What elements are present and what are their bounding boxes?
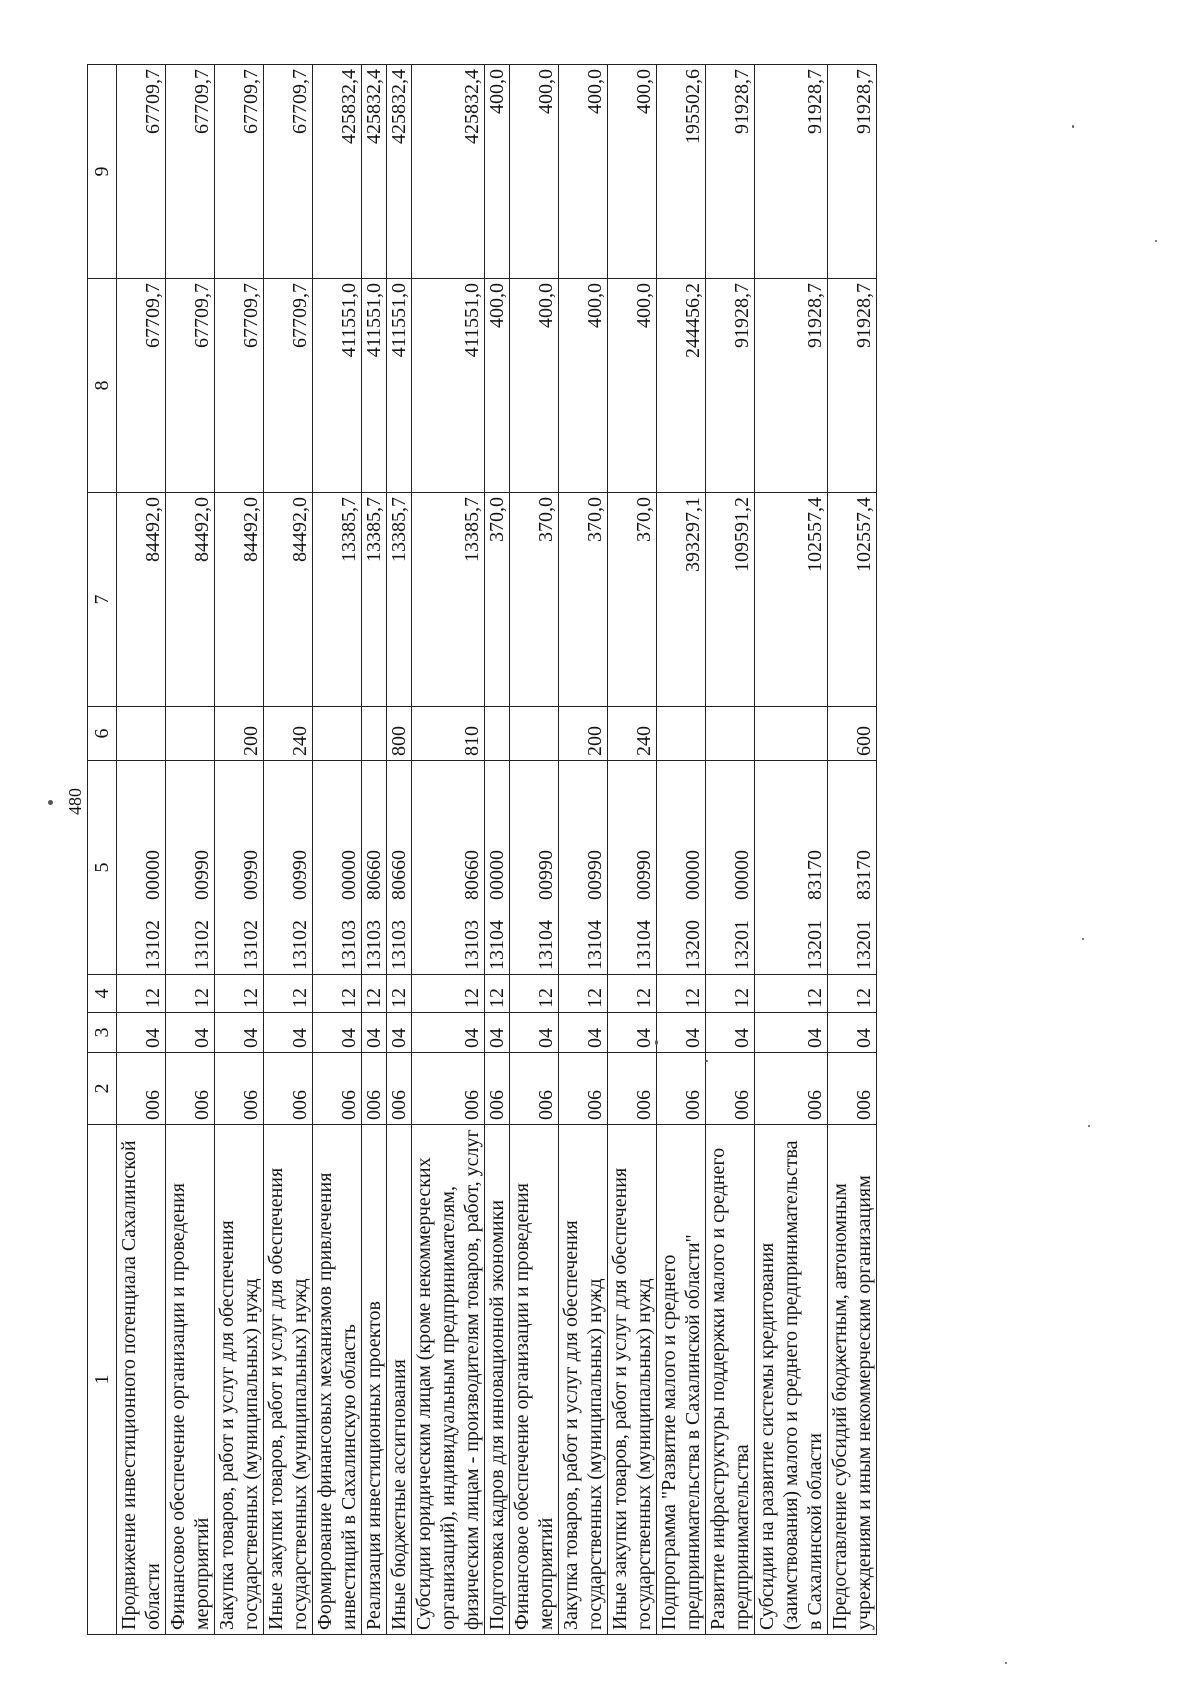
cell-value-8: 411551,0 xyxy=(412,279,485,493)
cell-value-8: 91928,7 xyxy=(755,279,828,493)
row-name: Иные закупки товаров, работ и услуг для обеспечения государственных (муниципальных) нужд xyxy=(608,1125,657,1635)
scan-speck xyxy=(1072,125,1074,128)
cell-value-9: 67709,7 xyxy=(117,65,166,279)
cell-value-7: 84492,0 xyxy=(264,493,313,707)
cell-grbs: 006 xyxy=(608,1053,657,1125)
cell-program-code: 13102 xyxy=(191,920,213,970)
cell-value-8: 67709,7 xyxy=(264,279,313,493)
cell-expense-type xyxy=(755,707,828,761)
cell-value-8: 411551,0 xyxy=(362,279,387,493)
cell-value-7: 370,0 xyxy=(608,493,657,707)
cell-value-9: 425832,4 xyxy=(412,65,485,279)
cell-target-article xyxy=(387,761,412,975)
cell-direction-code: 00990 xyxy=(633,850,655,900)
cell-value-9: 67709,7 xyxy=(215,65,264,279)
cell-grbs: 006 xyxy=(215,1053,264,1125)
cell-grbs: 006 xyxy=(166,1053,215,1125)
cell-direction-code: 80660 xyxy=(461,850,483,900)
cell-direction-code: 00990 xyxy=(535,850,557,900)
cell-program-code: 13102 xyxy=(142,920,164,970)
cell-value-9: 91928,7 xyxy=(755,65,828,279)
cell-value-8: 91928,7 xyxy=(706,279,755,493)
cell-value-9: 91928,7 xyxy=(706,65,755,279)
cell-value-7: 84492,0 xyxy=(117,493,166,707)
table-row xyxy=(657,65,706,1635)
cell-section: 04 xyxy=(510,1013,559,1053)
cell-value-8: 91928,7 xyxy=(828,279,877,493)
cell-value-7: 84492,0 xyxy=(215,493,264,707)
cell-direction-code: 00990 xyxy=(191,850,213,900)
budget-table xyxy=(87,64,877,1635)
cell-grbs: 006 xyxy=(510,1053,559,1125)
cell-target-article xyxy=(412,761,485,975)
cell-value-8: 67709,7 xyxy=(166,279,215,493)
cell-program-code: 13103 xyxy=(338,920,360,970)
scan-speck xyxy=(1155,240,1157,242)
cell-section: 04 xyxy=(706,1013,755,1053)
cell-grbs: 006 xyxy=(828,1053,877,1125)
row-name: Закупка товаров, работ и услуг для обеспечения государственных (муниципальных) нужд xyxy=(559,1125,608,1635)
cell-target-article xyxy=(559,761,608,975)
document-sheet xyxy=(87,65,877,1635)
cell-program-code: 13201 xyxy=(853,920,875,970)
cell-grbs: 006 xyxy=(657,1053,706,1125)
cell-program-code: 13103 xyxy=(388,920,410,970)
cell-expense-type: 810 xyxy=(412,707,485,761)
cell-value-8: 244456,2 xyxy=(657,279,706,493)
cell-direction-code: 00990 xyxy=(584,850,606,900)
cell-section: 04 xyxy=(657,1013,706,1053)
cell-section: 04 xyxy=(485,1013,510,1053)
column-header: 7 xyxy=(88,493,117,707)
cell-direction-code: 00990 xyxy=(240,850,262,900)
cell-section: 04 xyxy=(412,1013,485,1053)
table-row xyxy=(215,65,264,1635)
cell-subsection: 12 xyxy=(387,975,412,1013)
cell-direction-code: 80660 xyxy=(388,850,410,900)
cell-value-8: 411551,0 xyxy=(387,279,412,493)
cell-target-article xyxy=(166,761,215,975)
cell-section: 04 xyxy=(828,1013,877,1053)
scan-speck xyxy=(655,1040,658,1045)
cell-value-7: 84492,0 xyxy=(166,493,215,707)
cell-subsection: 12 xyxy=(215,975,264,1013)
cell-target-article xyxy=(313,761,362,975)
cell-grbs: 006 xyxy=(362,1053,387,1125)
table-row xyxy=(412,65,485,1635)
cell-subsection: 12 xyxy=(657,975,706,1013)
row-name: Формирование финансовых механизмов привлечения инвестиций в Сахалинскую область xyxy=(313,1125,362,1635)
cell-subsection: 12 xyxy=(706,975,755,1013)
cell-section: 04 xyxy=(264,1013,313,1053)
cell-section: 04 xyxy=(559,1013,608,1053)
column-header: 2 xyxy=(88,1053,117,1125)
cell-value-9: 400,0 xyxy=(559,65,608,279)
scan-speck xyxy=(705,1060,708,1062)
cell-section: 04 xyxy=(215,1013,264,1053)
cell-section: 04 xyxy=(362,1013,387,1053)
row-name: Иные закупки товаров, работ и услуг для обеспечения государственных (муниципальных) нужд xyxy=(264,1125,313,1635)
cell-target-article xyxy=(755,761,828,975)
row-name: Реализация инвестиционных проектов xyxy=(362,1125,387,1635)
cell-subsection: 12 xyxy=(828,975,877,1013)
cell-grbs: 006 xyxy=(117,1053,166,1125)
cell-section: 04 xyxy=(117,1013,166,1053)
cell-value-8: 67709,7 xyxy=(215,279,264,493)
table-row xyxy=(387,65,412,1635)
column-header: 8 xyxy=(88,279,117,493)
column-header: 1 xyxy=(88,1125,117,1635)
cell-subsection: 12 xyxy=(755,975,828,1013)
table-row xyxy=(485,65,510,1635)
table-row xyxy=(264,65,313,1635)
cell-value-8: 411551,0 xyxy=(313,279,362,493)
cell-grbs: 006 xyxy=(264,1053,313,1125)
cell-grbs: 006 xyxy=(559,1053,608,1125)
cell-target-article xyxy=(264,761,313,975)
cell-value-7: 102557,4 xyxy=(755,493,828,707)
scan-speck xyxy=(1005,1662,1007,1664)
cell-value-9: 425832,4 xyxy=(387,65,412,279)
cell-direction-code: 80660 xyxy=(363,850,385,900)
cell-value-8: 400,0 xyxy=(559,279,608,493)
cell-value-9: 400,0 xyxy=(485,65,510,279)
row-name: Субсидии на развитие системы кредитования (заимствования) малого и среднего предпринимательства в Сахалинской области xyxy=(755,1125,828,1635)
cell-value-7: 370,0 xyxy=(485,493,510,707)
cell-direction-code: 00000 xyxy=(486,850,508,900)
header-row xyxy=(88,65,117,1635)
cell-grbs: 006 xyxy=(412,1053,485,1125)
cell-grbs: 006 xyxy=(755,1053,828,1125)
row-name: Финансовое обеспечение организации и проведения мероприятий xyxy=(166,1125,215,1635)
cell-direction-code: 83170 xyxy=(853,850,875,900)
cell-expense-type xyxy=(657,707,706,761)
cell-program-code: 13104 xyxy=(486,920,508,970)
cell-grbs: 006 xyxy=(387,1053,412,1125)
cell-expense-type xyxy=(485,707,510,761)
table-row xyxy=(313,65,362,1635)
cell-value-9: 400,0 xyxy=(510,65,559,279)
cell-expense-type xyxy=(166,707,215,761)
cell-target-article xyxy=(706,761,755,975)
cell-program-code: 13104 xyxy=(633,920,655,970)
cell-direction-code: 00000 xyxy=(338,850,360,900)
table-row xyxy=(559,65,608,1635)
cell-section: 04 xyxy=(313,1013,362,1053)
column-header: 4 xyxy=(88,975,117,1013)
cell-value-7: 109591,2 xyxy=(706,493,755,707)
cell-target-article xyxy=(485,761,510,975)
cell-direction-code: 00000 xyxy=(731,850,753,900)
cell-expense-type: 200 xyxy=(559,707,608,761)
table-row xyxy=(608,65,657,1635)
cell-subsection: 12 xyxy=(510,975,559,1013)
cell-value-7: 370,0 xyxy=(559,493,608,707)
cell-value-7: 13385,7 xyxy=(387,493,412,707)
cell-value-7: 393297,1 xyxy=(657,493,706,707)
cell-section: 04 xyxy=(387,1013,412,1053)
cell-value-8: 67709,7 xyxy=(117,279,166,493)
cell-value-7: 13385,7 xyxy=(412,493,485,707)
cell-direction-code: 00990 xyxy=(289,850,311,900)
cell-subsection: 12 xyxy=(264,975,313,1013)
scan-speck xyxy=(1082,938,1084,940)
cell-subsection: 12 xyxy=(362,975,387,1013)
page-number: 480 xyxy=(65,788,85,815)
table-row xyxy=(510,65,559,1635)
cell-target-article xyxy=(608,761,657,975)
cell-value-9: 67709,7 xyxy=(264,65,313,279)
cell-subsection: 12 xyxy=(412,975,485,1013)
table-row xyxy=(706,65,755,1635)
cell-subsection: 12 xyxy=(485,975,510,1013)
table-row xyxy=(166,65,215,1635)
cell-expense-type: 240 xyxy=(608,707,657,761)
cell-target-article xyxy=(828,761,877,975)
cell-value-7: 13385,7 xyxy=(362,493,387,707)
scan-speck xyxy=(48,800,53,805)
cell-value-9: 425832,4 xyxy=(313,65,362,279)
column-header: 6 xyxy=(88,707,117,761)
cell-program-code: 13102 xyxy=(289,920,311,970)
cell-section: 04 xyxy=(755,1013,828,1053)
cell-value-8: 400,0 xyxy=(510,279,559,493)
cell-subsection: 12 xyxy=(559,975,608,1013)
cell-value-8: 400,0 xyxy=(608,279,657,493)
table-row xyxy=(362,65,387,1635)
row-name: Иные бюджетные ассигнования xyxy=(387,1125,412,1635)
cell-expense-type: 800 xyxy=(387,707,412,761)
cell-subsection: 12 xyxy=(117,975,166,1013)
cell-target-article xyxy=(510,761,559,975)
row-name: Подпрограмма "Развитие малого и среднего предпринимательства в Сахалинской области" xyxy=(657,1125,706,1635)
cell-value-9: 67709,7 xyxy=(166,65,215,279)
cell-value-7: 102557,4 xyxy=(828,493,877,707)
cell-program-code: 13103 xyxy=(461,920,483,970)
cell-expense-type xyxy=(362,707,387,761)
cell-section: 04 xyxy=(608,1013,657,1053)
cell-expense-type: 200 xyxy=(215,707,264,761)
cell-value-9: 195502,6 xyxy=(657,65,706,279)
table-row xyxy=(828,65,877,1635)
cell-grbs: 006 xyxy=(485,1053,510,1125)
cell-subsection: 12 xyxy=(313,975,362,1013)
table-row xyxy=(117,65,166,1635)
cell-program-code: 13104 xyxy=(584,920,606,970)
cell-value-9: 425832,4 xyxy=(362,65,387,279)
row-name: Предоставление субсидий бюджетным, автономным учреждениям и иным некоммерческим организациям xyxy=(828,1125,877,1635)
cell-value-9: 91928,7 xyxy=(828,65,877,279)
cell-direction-code: 00000 xyxy=(142,850,164,900)
cell-section: 04 xyxy=(166,1013,215,1053)
cell-expense-type xyxy=(706,707,755,761)
row-name: Субсидии юридическим лицам (кроме некоммерческих организаций), индивидуальным предпринимателям, физическим лицам - производителям товаров, работ, услуг xyxy=(412,1125,485,1635)
cell-direction-code: 83170 xyxy=(804,850,826,900)
cell-expense-type xyxy=(313,707,362,761)
cell-value-7: 13385,7 xyxy=(313,493,362,707)
cell-expense-type: 240 xyxy=(264,707,313,761)
cell-target-article xyxy=(362,761,387,975)
column-header: 9 xyxy=(88,65,117,279)
cell-program-code: 13201 xyxy=(804,920,826,970)
cell-value-7: 370,0 xyxy=(510,493,559,707)
cell-expense-type xyxy=(510,707,559,761)
row-name: Подготовка кадров для инновационной экономики xyxy=(485,1125,510,1635)
cell-grbs: 006 xyxy=(706,1053,755,1125)
cell-subsection: 12 xyxy=(608,975,657,1013)
cell-program-code: 13200 xyxy=(682,920,704,970)
cell-expense-type: 600 xyxy=(828,707,877,761)
column-header: 3 xyxy=(88,1013,117,1053)
table-row xyxy=(755,65,828,1635)
cell-program-code: 13201 xyxy=(731,920,753,970)
row-name: Продвижение инвестиционного потенциала Сахалинской области xyxy=(117,1125,166,1635)
cell-program-code: 13104 xyxy=(535,920,557,970)
cell-value-9: 400,0 xyxy=(608,65,657,279)
row-name: Развитие инфраструктуры поддержки малого и среднего предпринимательства xyxy=(706,1125,755,1635)
cell-program-code: 13102 xyxy=(240,920,262,970)
cell-target-article xyxy=(657,761,706,975)
cell-subsection: 12 xyxy=(166,975,215,1013)
cell-direction-code: 00000 xyxy=(682,850,704,900)
cell-program-code: 13103 xyxy=(363,920,385,970)
cell-target-article xyxy=(215,761,264,975)
cell-expense-type xyxy=(117,707,166,761)
row-name: Финансовое обеспечение организации и проведения мероприятий xyxy=(510,1125,559,1635)
row-name: Закупка товаров, работ и услуг для обеспечения государственных (муниципальных) нужд xyxy=(215,1125,264,1635)
scan-speck xyxy=(1088,1125,1090,1127)
cell-target-article xyxy=(117,761,166,975)
cell-grbs: 006 xyxy=(313,1053,362,1125)
column-header: 5 xyxy=(88,761,117,975)
cell-value-8: 400,0 xyxy=(485,279,510,493)
